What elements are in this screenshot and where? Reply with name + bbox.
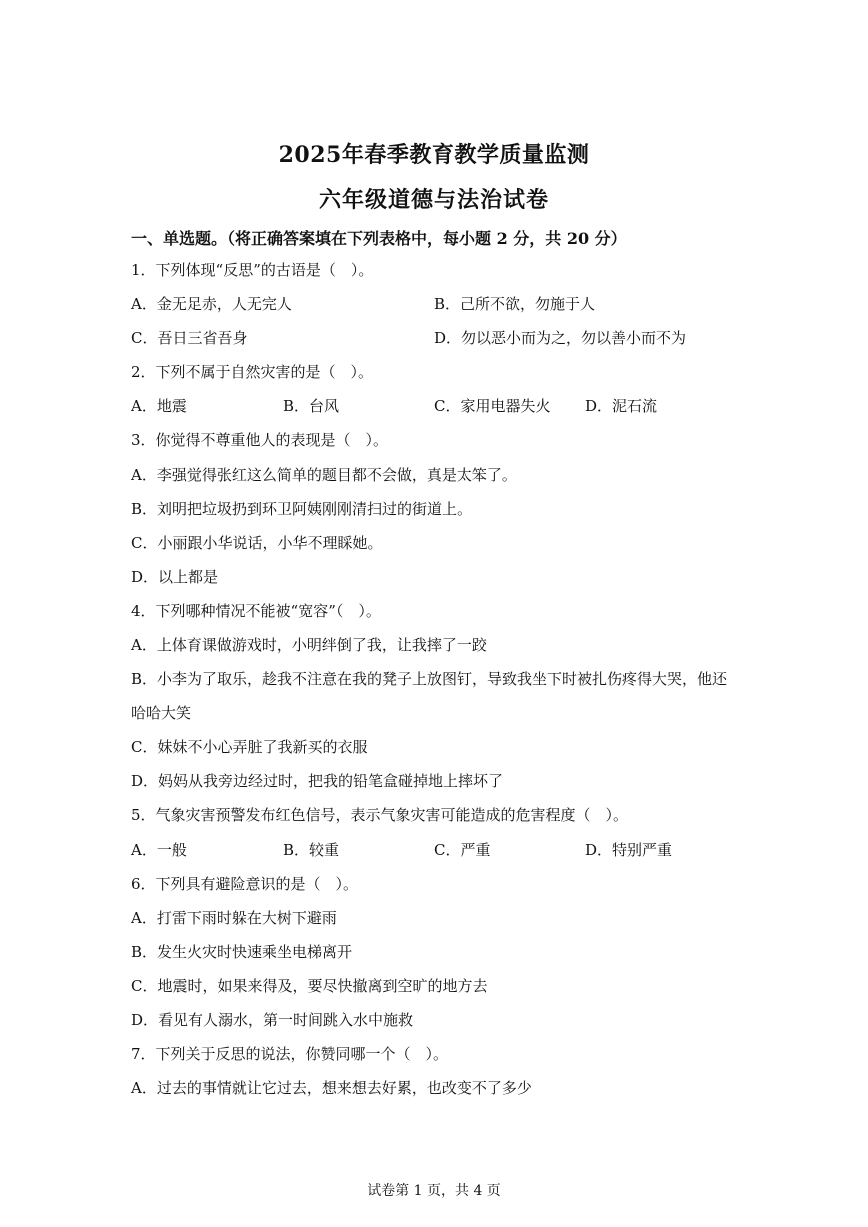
question-6-option-a: A．打雷下雨时躲在大树下避雨 [131, 909, 337, 927]
question-1-stem: 1．下列体现“反思”的古语是（ ）。 [131, 261, 374, 279]
page-footer: 试卷第 1 页，共 4 页 [367, 1183, 501, 1199]
question-4-stem: 4．下列哪种情况不能被“宽容”（ ）。 [131, 602, 381, 620]
question-2-option-d: D．泥石流 [585, 397, 658, 415]
exam-title: 2025年春季教育教学质量监测 [278, 142, 590, 168]
question-2-option-b: B．台风 [283, 397, 340, 415]
question-1-option-a: A．金无足赤，人无完人 [131, 295, 292, 313]
question-4-option-a: A．上体育课做游戏时，小明绊倒了我，让我摔了一跤 [131, 636, 487, 654]
question-5-option-c: C．严重 [434, 841, 491, 859]
exam-subtitle: 六年级道德与法治试卷 [318, 187, 549, 213]
question-4-option-b-continued: 哈哈大笑 [131, 704, 192, 722]
question-1-option-b: B．己所不欲，勿施于人 [434, 295, 596, 313]
question-5-option-b: B．较重 [283, 841, 340, 859]
question-5-option-d: D．特别严重 [585, 841, 673, 859]
question-4-option-d: D．妈妈从我旁边经过时，把我的铅笔盒碰掉地上摔坏了 [131, 772, 504, 790]
question-7-stem: 7．下列关于反思的说法，你赞同哪一个（ ）。 [131, 1045, 449, 1063]
question-3-option-a: A．李强觉得张红这么简单的题目都不会做，真是太笨了。 [131, 466, 517, 484]
question-2-stem: 2．下列不属于自然灾害的是（ ）。 [131, 363, 374, 381]
question-3-option-c: C．小丽跟小华说话，小华不理睬她。 [131, 534, 383, 552]
question-3-option-d: D．以上都是 [131, 568, 219, 586]
section-heading: 一、单选题。（将正确答案填在下列表格中，每小题 2 分，共 20 分） [131, 229, 627, 248]
question-1-option-d: D．勿以恶小而为之，勿以善小而不为 [434, 329, 687, 347]
question-6-stem: 6．下列具有避险意识的是（ ）。 [131, 875, 359, 893]
question-3-stem: 3．你觉得不尊重他人的表现是（ ）。 [131, 431, 389, 449]
question-2-option-c: C．家用电器失火 [434, 397, 551, 415]
question-3-option-b: B．刘明把垃圾扔到环卫阿姨刚刚清扫过的街道上。 [131, 500, 473, 518]
question-6-option-b: B．发生火灾时快速乘坐电梯离开 [131, 943, 353, 961]
question-7-option-a: A．过去的事情就让它过去，想来想去好累，也改变不了多少 [131, 1079, 532, 1097]
question-4-option-c: C．妹妹不小心弄脏了我新买的衣服 [131, 738, 368, 756]
question-2-option-a: A．地震 [131, 397, 187, 415]
question-5-stem: 5．气象灾害预警发布红色信号，表示气象灾害可能造成的危害程度（ ）。 [131, 806, 629, 824]
question-4-option-b: B．小李为了取乐，趁我不注意在我的凳子上放图钉，导致我坐下时被扎伤疼得大哭，他还 [131, 670, 728, 688]
question-1-option-c: C．吾日三省吾身 [131, 329, 248, 347]
question-6-option-c: C．地震时，如果来得及，要尽快撤离到空旷的地方去 [131, 977, 488, 995]
question-6-option-d: D．看见有人溺水，第一时间跳入水中施救 [131, 1011, 414, 1029]
question-5-option-a: A．一般 [131, 841, 187, 859]
